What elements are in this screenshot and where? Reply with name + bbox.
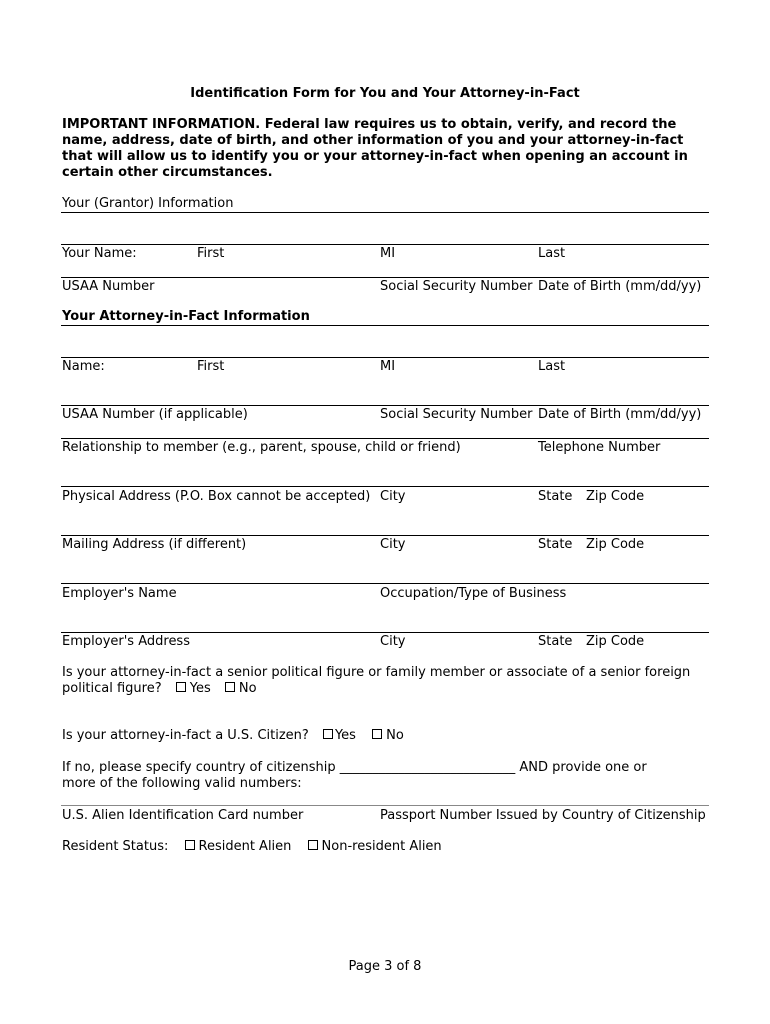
- physical-address-field-line[interactable]: [61, 486, 709, 487]
- attorney-dob-label: Date of Birth (mm/dd/yy): [538, 407, 702, 422]
- attorney-usaa-number-label: USAA Number (if applicable): [62, 407, 248, 422]
- grantor-usaa-number-label: USAA Number: [62, 279, 155, 294]
- grantor-number-field-line[interactable]: [61, 277, 709, 278]
- mailing-address-label: Mailing Address (if different): [62, 537, 247, 552]
- relationship-field-line[interactable]: [61, 438, 709, 439]
- citizen-no-option[interactable]: [372, 728, 404, 743]
- important-information: IMPORTANT INFORMATION. Federal law requires us to obtain, verify, and record the name, address, date of birth, and other information of you and your attorney-in-fact that will allow us to identify you or your attorney-in-fact when opening an account in certain other circumstances.: [62, 117, 688, 180]
- grantor-last-label: Last: [538, 246, 566, 261]
- checkbox-icon[interactable]: [225, 682, 235, 692]
- country-citizenship-prompt-cont: more of the following valid numbers:: [62, 776, 302, 791]
- citizen-question: Is your attorney-in-fact a U.S. Citizen?: [62, 728, 309, 743]
- employer-city-label: City: [380, 634, 406, 649]
- employer-address-label: Employer's Address: [62, 634, 190, 649]
- physical-zip-label: Zip Code: [586, 489, 645, 504]
- employer-state-label: State: [538, 634, 573, 649]
- resident-alien-option[interactable]: [185, 839, 292, 854]
- checkbox-icon[interactable]: [308, 840, 318, 850]
- employer-name-field-line[interactable]: [61, 583, 709, 584]
- no-label: No: [386, 728, 404, 743]
- attorney-section-heading: Your Attorney-in-Fact Information: [62, 309, 310, 324]
- yes-label: Yes: [189, 681, 211, 696]
- checkbox-icon[interactable]: [185, 840, 195, 850]
- citizen-question-row: [62, 728, 404, 743]
- resident-status-row: [62, 839, 442, 854]
- physical-address-label: Physical Address (P.O. Box cannot be accepted): [62, 489, 371, 504]
- employer-name-label: Employer's Name: [62, 586, 177, 601]
- attorney-mi-label: MI: [380, 359, 396, 374]
- mailing-zip-label: Zip Code: [586, 537, 645, 552]
- grantor-dob-label: Date of Birth (mm/dd/yy): [538, 279, 702, 294]
- telephone-label: Telephone Number: [538, 440, 661, 455]
- physical-state-label: State: [538, 489, 573, 504]
- no-label: No: [238, 681, 257, 696]
- senior-political-question-line2: political figure?: [62, 681, 162, 696]
- form-title: Identification Form for You and Your Attorney-in-Fact: [190, 86, 580, 101]
- non-resident-alien-label: Non-resident Alien: [321, 839, 442, 854]
- resident-status-label: Resident Status:: [62, 839, 169, 854]
- employer-address-field-line[interactable]: [61, 632, 709, 633]
- attorney-last-label: Last: [538, 359, 566, 374]
- attorney-ssn-label: Social Security Number: [380, 407, 533, 422]
- resident-alien-label: Resident Alien: [198, 839, 292, 854]
- grantor-name-field-line[interactable]: [61, 244, 709, 245]
- grantor-mi-label: MI: [380, 246, 396, 261]
- occupation-label: Occupation/Type of Business: [380, 586, 567, 601]
- grantor-section-heading: Your (Grantor) Information: [62, 196, 234, 211]
- country-citizenship-prompt: If no, please specify country of citizenship ___________________________ AND provide one or: [62, 760, 647, 775]
- mailing-address-field-line[interactable]: [61, 535, 709, 536]
- yes-label: Yes: [334, 728, 356, 743]
- mailing-city-label: City: [380, 537, 406, 552]
- attorney-name-label: Name:: [62, 359, 105, 374]
- citizen-yes-option[interactable]: [323, 728, 356, 743]
- physical-city-label: City: [380, 489, 406, 504]
- non-resident-alien-option[interactable]: [308, 839, 442, 854]
- checkbox-icon[interactable]: [372, 729, 382, 739]
- grantor-first-label: First: [197, 246, 225, 261]
- alien-id-field-line[interactable]: [61, 805, 709, 806]
- attorney-name-field-line[interactable]: [61, 357, 709, 358]
- attorney-number-field-line[interactable]: [61, 405, 709, 406]
- checkbox-icon[interactable]: [323, 729, 333, 739]
- divider: [61, 325, 709, 326]
- senior-political-question-cont: [62, 681, 257, 696]
- relationship-label: Relationship to member (e.g., parent, spouse, child or friend): [62, 440, 461, 455]
- attorney-first-label: First: [197, 359, 225, 374]
- senior-political-no-option[interactable]: [225, 681, 257, 696]
- divider: [61, 212, 709, 213]
- grantor-ssn-label: Social Security Number: [380, 279, 533, 294]
- senior-political-question: Is your attorney-in-fact a senior political figure or family member or associate of a senior foreign: [62, 665, 691, 680]
- page-number: Page 3 of 8: [348, 959, 422, 974]
- your-name-label: Your Name:: [62, 246, 137, 261]
- passport-label: Passport Number Issued by Country of Citizenship: [380, 808, 706, 823]
- checkbox-icon[interactable]: [176, 682, 186, 692]
- employer-zip-label: Zip Code: [586, 634, 645, 649]
- senior-political-yes-option[interactable]: [176, 681, 211, 696]
- mailing-state-label: State: [538, 537, 573, 552]
- alien-id-label: U.S. Alien Identification Card number: [62, 808, 304, 823]
